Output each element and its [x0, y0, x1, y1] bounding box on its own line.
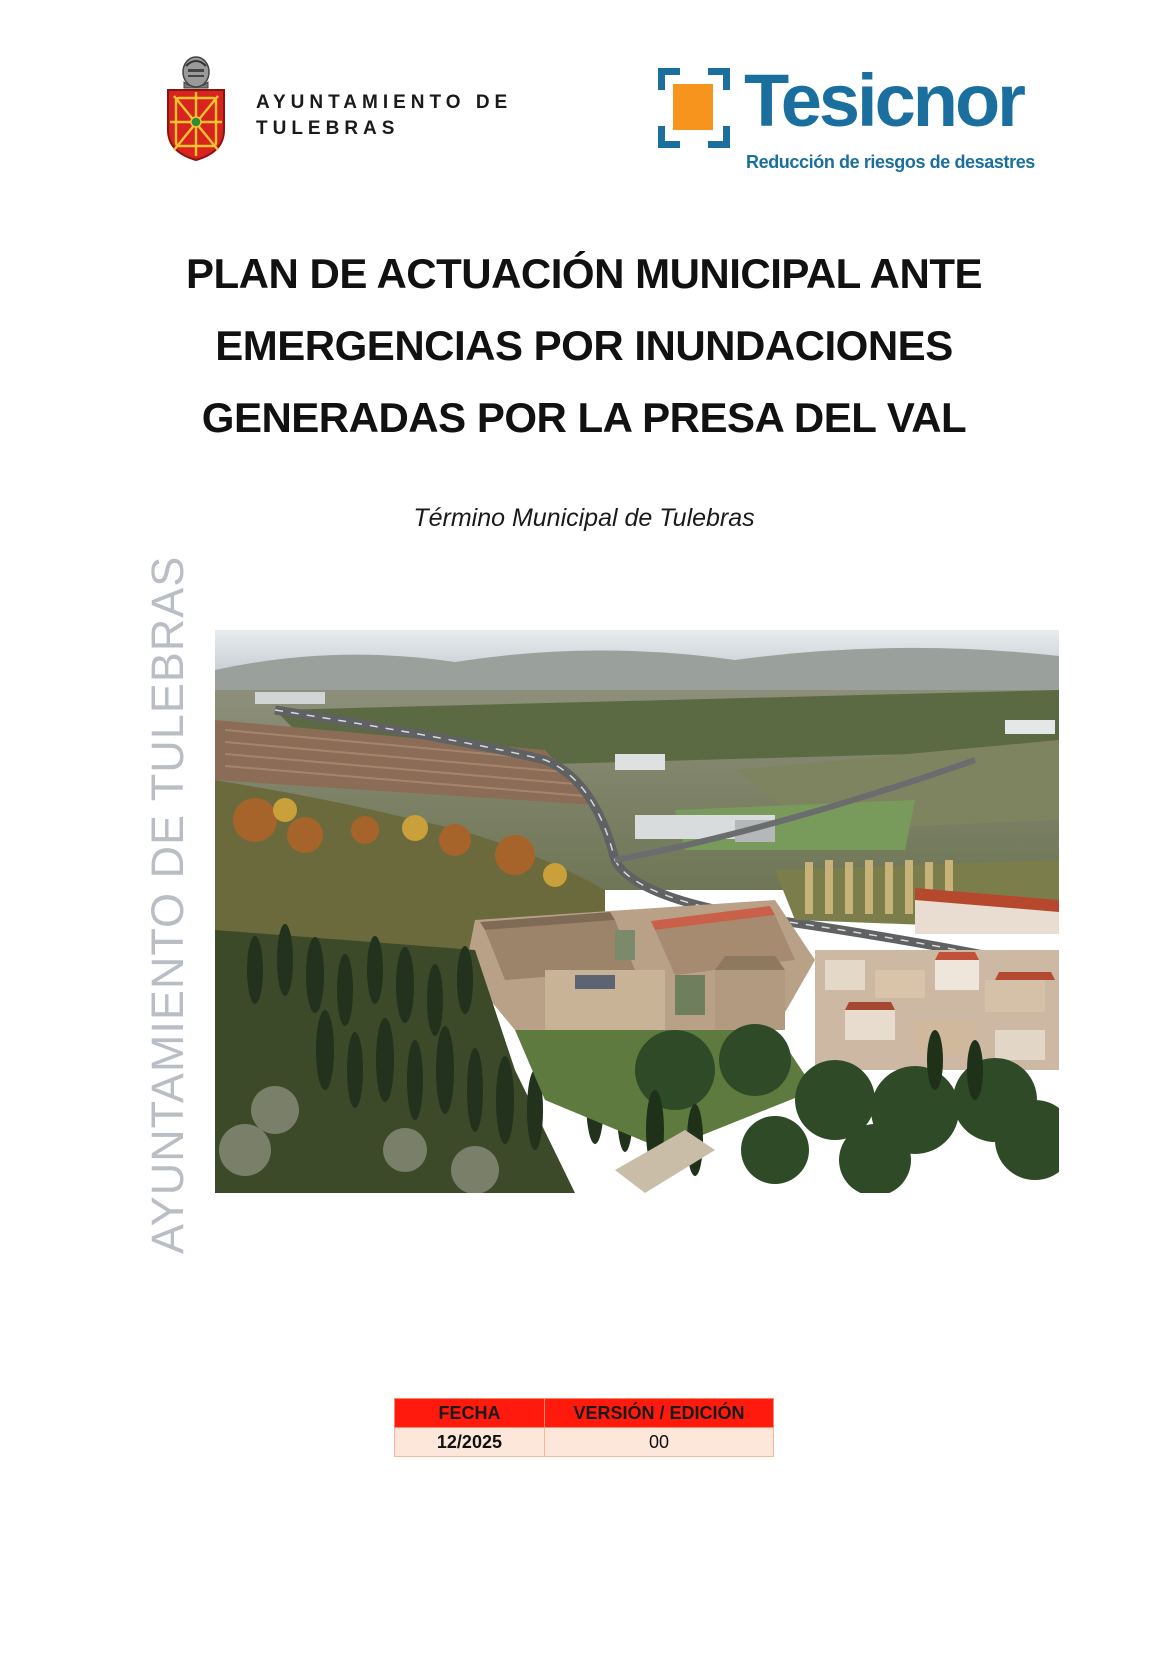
side-watermark: AYUNTAMIENTO DE TULEBRAS: [142, 555, 193, 1254]
municipality-name-line2: TULEBRAS: [256, 118, 400, 139]
municipality-logo: [164, 52, 544, 162]
version-table-value-row: [395, 1428, 774, 1457]
company-name: Tesicnor: [744, 59, 1023, 142]
version-header: VERSIÓN / EDICIÓN: [544, 1399, 773, 1428]
tesicnor-bracket-icon: [658, 68, 730, 148]
aerial-photo: [215, 630, 1059, 1193]
document-title: [120, 238, 1048, 454]
company-tagline: Reducción de riesgos de desastres: [746, 152, 1035, 172]
document-subtitle: Término Municipal de Tulebras: [413, 504, 755, 532]
municipality-name-line1: AYUNTAMIENTO DE: [256, 92, 513, 113]
tesicnor-logo: [658, 59, 1035, 182]
version-table: [394, 1398, 774, 1457]
coat-of-arms-icon: [164, 52, 228, 162]
municipality-name: [256, 90, 512, 142]
title-line-2: EMERGENCIAS POR INUNDACIONES: [215, 322, 953, 369]
version-table-header-row: [395, 1399, 774, 1428]
title-line-3: GENERADAS POR LA PRESA DEL VAL: [201, 394, 967, 441]
title-line-1: PLAN DE ACTUACIÓN MUNICIPAL ANTE: [186, 250, 982, 297]
version-value: 00: [544, 1428, 773, 1457]
fecha-header: FECHA: [395, 1399, 545, 1428]
fecha-value: 12/2025: [395, 1428, 545, 1457]
